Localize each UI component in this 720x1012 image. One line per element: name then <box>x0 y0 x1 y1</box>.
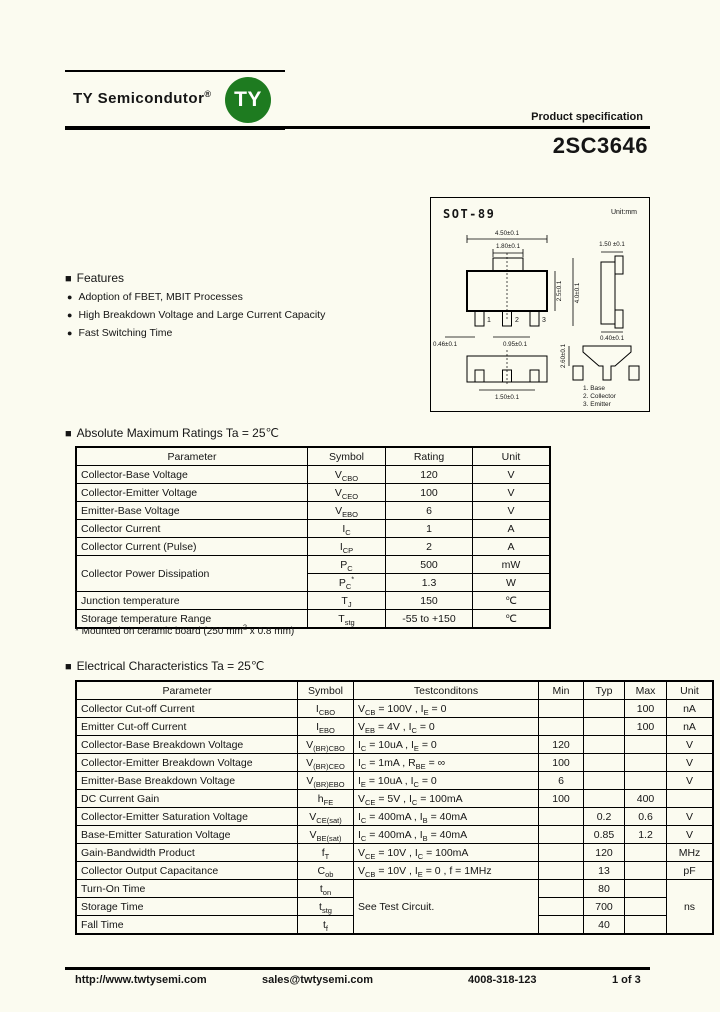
table-cell: MHz <box>667 844 714 862</box>
table-cell: $I_C = 1mA$ , $R_{BE}$ = ∞ <box>354 754 539 772</box>
bullet-icon: ● <box>67 328 73 338</box>
table-cell: $V_{BE(sat)}$ <box>298 826 354 844</box>
dim-lead-pitch: 1.50±0.1 <box>494 394 520 401</box>
table-cell <box>584 790 625 808</box>
table-row <box>76 520 550 538</box>
dim-lead-gap: 0.95±0.1 <box>502 341 528 348</box>
table-row <box>76 700 713 718</box>
feature-text: Fast Switching Time <box>78 327 173 339</box>
table-row <box>76 466 550 484</box>
table-cell: $I_C = 10uA$ , $I_E = 0$ <box>354 736 539 754</box>
table-cell <box>625 844 667 862</box>
table-cell: 40 <box>584 916 625 935</box>
table-cell: Junction temperature <box>76 592 308 610</box>
spec-label: Product specification <box>531 111 643 123</box>
column-header: Rating <box>386 447 473 466</box>
table-cell: $P_C^*$ <box>308 574 386 592</box>
table-cell: W <box>473 574 551 592</box>
table-cell <box>539 826 584 844</box>
footer-rule <box>65 967 650 970</box>
table-cell: mW <box>473 556 551 574</box>
table-cell: -55 to +150 <box>386 610 473 629</box>
features-title-text: Features <box>76 271 125 285</box>
table-cell: 1.2 <box>625 826 667 844</box>
table-cell <box>539 700 584 718</box>
column-header: Unit <box>667 681 714 700</box>
table-row <box>76 538 550 556</box>
table-cell: A <box>473 538 551 556</box>
table-cell: Collector-Emitter Saturation Voltage <box>76 808 298 826</box>
brand-name-text: TY Semicondutor <box>73 90 205 107</box>
table-cell: $P_C$ <box>308 556 386 574</box>
table-cell: Storage Time <box>76 898 298 916</box>
table-cell: $V_{CE(sat)}$ <box>298 808 354 826</box>
column-header: Symbol <box>308 447 386 466</box>
table-cell <box>625 736 667 754</box>
table-cell: Collector Cut-off Current <box>76 700 298 718</box>
table-cell: 6 <box>386 502 473 520</box>
table-cell: V <box>667 772 714 790</box>
table-cell: 0.85 <box>584 826 625 844</box>
electrical-title <box>65 659 264 673</box>
section-marker-icon: ■ <box>65 428 72 440</box>
table-cell: $V_{CB} = 100V$ , $I_E = 0$ <box>354 700 539 718</box>
package-bottom-view <box>467 350 547 401</box>
pin-legend-collector: 2. Collector <box>583 393 616 400</box>
table-cell: $T_{stg}$ <box>308 610 386 629</box>
table-cell <box>625 772 667 790</box>
abs-max-table <box>75 446 551 629</box>
feature-item <box>65 327 435 339</box>
table-cell: 500 <box>386 556 473 574</box>
table-cell: Storage temperature Range <box>76 610 308 629</box>
column-header: Symbol <box>298 681 354 700</box>
table-cell: V <box>473 502 551 520</box>
table-cell: A <box>473 520 551 538</box>
table-cell: Emitter-Base Voltage <box>76 502 308 520</box>
table-cell: $V_{(BR)CEO}$ <box>298 754 354 772</box>
column-header: Max <box>625 681 667 700</box>
table-cell <box>625 916 667 935</box>
brand-logo-block <box>65 70 285 130</box>
table-row <box>76 844 713 862</box>
feature-text: High Breakdown Voltage and Large Current Capacity <box>78 309 326 321</box>
table-cell: $V_{CE} = 10V$ , $I_C = 100mA$ <box>354 844 539 862</box>
dim-tab-length: 2.60±0.1 <box>560 343 567 369</box>
table-cell: ℃ <box>473 592 551 610</box>
table-cell: 150 <box>386 592 473 610</box>
dim-thickness: 1.50 ±0.1 <box>599 241 625 248</box>
table-cell <box>667 790 714 808</box>
table-cell: 80 <box>584 880 625 898</box>
part-number: 2SC3646 <box>552 133 648 158</box>
table-row <box>76 736 713 754</box>
table-cell: V <box>667 826 714 844</box>
table-cell: $t_f$ <box>298 916 354 935</box>
features-section <box>65 271 435 339</box>
bullet-icon: ● <box>67 292 73 302</box>
unit-label: Unit:mm <box>610 209 637 216</box>
table-cell <box>584 772 625 790</box>
feature-text: Adoption of FBET, MBIT Processes <box>78 291 243 303</box>
dim-overall-height: 4.0±0.1 <box>574 282 581 304</box>
table-cell: Collector Current (Pulse) <box>76 538 308 556</box>
table-cell: 2 <box>386 538 473 556</box>
table-cell: 100 <box>386 484 473 502</box>
abs-max-footnote: * Mounted on ceramic board (250 $mm^2$ x 0.8 mm) <box>75 622 295 637</box>
table-cell <box>539 808 584 826</box>
table-cell: DC Current Gain <box>76 790 298 808</box>
table-cell: Collector Current <box>76 520 308 538</box>
table-cell: Emitter Cut-off Current <box>76 718 298 736</box>
brand-name <box>73 90 212 107</box>
pin-legend <box>583 385 617 408</box>
table-cell: V <box>667 754 714 772</box>
header-rule <box>65 126 650 129</box>
abs-max-title-text: Absolute Maximum Ratings Ta = 25℃ <box>76 426 280 440</box>
table-cell: ℃ <box>473 610 551 629</box>
table-cell: V <box>667 736 714 754</box>
table-cell: Collector Output Capacitance <box>76 862 298 880</box>
table-cell: 100 <box>625 718 667 736</box>
registered-mark: ® <box>204 89 212 99</box>
table-row <box>76 718 713 736</box>
table-cell: Collector-Base Voltage <box>76 466 308 484</box>
table-cell: $V_{CEO}$ <box>308 484 386 502</box>
features-list <box>65 291 435 339</box>
table-row <box>76 790 713 808</box>
table-cell: Collector Power Dissipation <box>76 556 308 592</box>
table-cell: $I_{EBO}$ <box>298 718 354 736</box>
table-cell: $V_{CB} = 10V$ , $I_E = 0$ , f = 1MHz <box>354 862 539 880</box>
table-cell <box>625 862 667 880</box>
table-cell: See Test Circuit. <box>354 880 539 935</box>
table-cell: 120 <box>386 466 473 484</box>
dim-tab-width: 1.80±0.1 <box>495 243 521 250</box>
table-cell: 13 <box>584 862 625 880</box>
electrical-title-text: Electrical Characteristics Ta = 25℃ <box>76 659 265 673</box>
table-cell: 100 <box>539 754 584 772</box>
electrical-table <box>75 680 714 935</box>
table-cell: Turn-On Time <box>76 880 298 898</box>
package-side-view <box>599 241 625 342</box>
table-cell: V <box>473 484 551 502</box>
table-row <box>76 880 713 898</box>
table-cell: $V_{CBO}$ <box>308 466 386 484</box>
table-cell: 1 <box>386 520 473 538</box>
feature-item <box>65 309 435 321</box>
table-cell <box>539 898 584 916</box>
pin-number: 1 <box>487 317 491 324</box>
table-cell: $V_{CE} = 5V$ , $I_C = 100mA$ <box>354 790 539 808</box>
table-cell: 0.6 <box>625 808 667 826</box>
table-cell: $t_{on}$ <box>298 880 354 898</box>
footer-page-indicator: 1 of 3 <box>612 974 641 986</box>
pin-number: 3 <box>542 317 546 324</box>
table-row <box>76 862 713 880</box>
table-cell: pF <box>667 862 714 880</box>
table-cell: 1.3 <box>386 574 473 592</box>
table-cell: $C_{ob}$ <box>298 862 354 880</box>
dim-body-height: 2.5±0.1 <box>556 280 563 302</box>
table-cell: 100 <box>539 790 584 808</box>
table-cell: $T_J$ <box>308 592 386 610</box>
table-cell: $I_E = 10uA$ , $I_C = 0$ <box>354 772 539 790</box>
table-cell: $V_{(BR)EBO}$ <box>298 772 354 790</box>
abs-max-title <box>65 426 279 440</box>
table-cell: Collector-Base Breakdown Voltage <box>76 736 298 754</box>
table-row <box>76 484 550 502</box>
table-cell: 120 <box>539 736 584 754</box>
table-cell <box>625 754 667 772</box>
pin-legend-emitter: 3. Emitter <box>583 401 611 408</box>
pin-number: 2 <box>515 317 519 324</box>
table-cell: $V_{EBO}$ <box>308 502 386 520</box>
bullet-icon: ● <box>67 310 73 320</box>
table-cell: Collector-Emitter Breakdown Voltage <box>76 754 298 772</box>
table-cell <box>539 844 584 862</box>
ty-logo-text: TY <box>234 88 262 111</box>
table-cell: 700 <box>584 898 625 916</box>
table-cell: Collector-Emitter Voltage <box>76 484 308 502</box>
table-cell <box>625 880 667 898</box>
table-cell: $I_{CBO}$ <box>298 700 354 718</box>
table-cell <box>625 898 667 916</box>
table-cell: 400 <box>625 790 667 808</box>
table-cell: Base-Emitter Saturation Voltage <box>76 826 298 844</box>
table-cell: $h_{FE}$ <box>298 790 354 808</box>
table-cell: $f_T$ <box>298 844 354 862</box>
package-title: SOT-89 <box>443 207 496 221</box>
table-cell: $I_C = 400mA$ , $I_B = 40mA$ <box>354 808 539 826</box>
pin-legend-base: 1. Base <box>583 385 606 392</box>
table-cell <box>584 718 625 736</box>
dim-body-width: 4.50±0.1 <box>494 230 520 237</box>
column-header: Typ <box>584 681 625 700</box>
column-header: Unit <box>473 447 551 466</box>
package-front-view <box>433 230 581 348</box>
header-row <box>76 681 713 700</box>
table-cell: ns <box>667 880 714 935</box>
table-cell: 120 <box>584 844 625 862</box>
column-header: Testconditons <box>354 681 539 700</box>
table-cell: $I_C = 400mA$ , $I_B = 40mA$ <box>354 826 539 844</box>
table-cell: $V_{(BR)CBO}$ <box>298 736 354 754</box>
table-cell: nA <box>667 718 714 736</box>
table-cell <box>539 880 584 898</box>
footer-phone: 4008-318-123 <box>468 974 537 986</box>
table-row <box>76 772 713 790</box>
header-row <box>76 447 550 466</box>
table-cell: Emitter-Base Breakdown Voltage <box>76 772 298 790</box>
table-row <box>76 808 713 826</box>
column-header: Min <box>539 681 584 700</box>
table-cell <box>584 700 625 718</box>
section-marker-icon: ■ <box>65 273 72 285</box>
feature-item <box>65 291 435 303</box>
table-cell: 6 <box>539 772 584 790</box>
table-cell: $I_{CP}$ <box>308 538 386 556</box>
table-cell: V <box>473 466 551 484</box>
table-cell <box>539 916 584 935</box>
table-cell <box>584 754 625 772</box>
features-title <box>65 271 435 285</box>
table-row <box>76 826 713 844</box>
footer-email[interactable]: sales@twtysemi.com <box>262 974 373 986</box>
table-cell: Fall Time <box>76 916 298 935</box>
package-diagram <box>430 197 650 412</box>
table-cell <box>539 862 584 880</box>
table-row <box>76 502 550 520</box>
table-cell: V <box>667 808 714 826</box>
table-row <box>76 592 550 610</box>
table-cell: nA <box>667 700 714 718</box>
footer-website[interactable]: http://www.twtysemi.com <box>75 974 207 986</box>
table-row <box>76 556 550 574</box>
column-header: Parameter <box>76 447 308 466</box>
table-cell: $I_C$ <box>308 520 386 538</box>
ty-logo <box>225 77 271 123</box>
table-cell <box>539 718 584 736</box>
column-header: Parameter <box>76 681 298 700</box>
table-cell: $t_{stg}$ <box>298 898 354 916</box>
dim-lead-thickness: 0.40±0.1 <box>599 335 625 342</box>
table-row <box>76 754 713 772</box>
table-cell <box>584 736 625 754</box>
table-cell: Gain-Bandwidth Product <box>76 844 298 862</box>
table-cell: 0.2 <box>584 808 625 826</box>
section-marker-icon: ■ <box>65 661 72 673</box>
dim-lead-width: 0.46±0.1 <box>433 341 458 348</box>
package-tab-view <box>560 343 639 380</box>
table-cell: $V_{EB} = 4V$ , $I_C = 0$ <box>354 718 539 736</box>
table-cell: 100 <box>625 700 667 718</box>
